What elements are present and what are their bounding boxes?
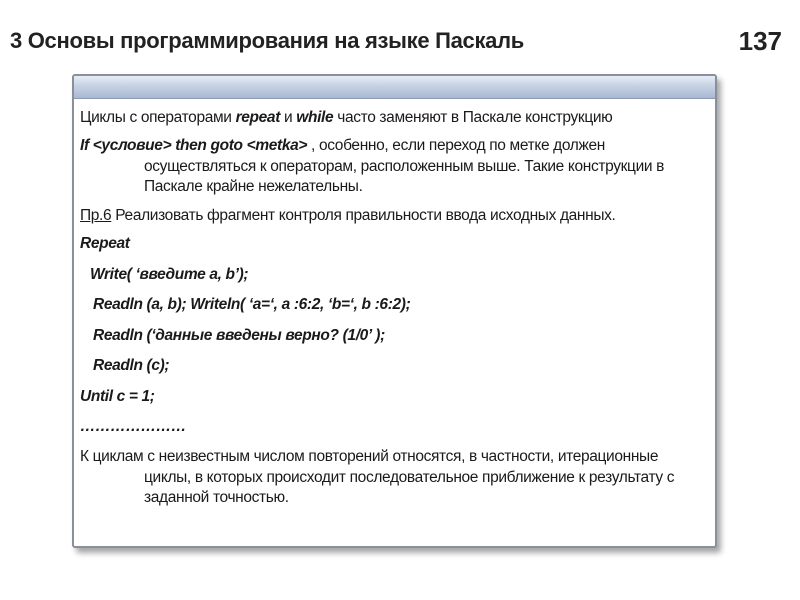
example-label: Пр.6 xyxy=(80,206,112,224)
panel-body xyxy=(80,108,707,517)
code-if-goto: If <условие> then goto <metka> xyxy=(80,137,308,155)
keyword-while: while xyxy=(296,109,334,126)
keyword-repeat: repeat xyxy=(235,109,281,126)
code-line-repeat: Repeat xyxy=(80,235,130,253)
code-line-write: Write( ‘введите a, b’); xyxy=(90,265,249,283)
code-line-ellipsis: ………………… xyxy=(80,417,187,435)
text-fragment: часто заменяют в Паскале конструкцию xyxy=(333,109,613,126)
paragraph-iterative-loops: К циклам с неизвестным числом повторений относятся, в частности, итерационные циклы, в которых происходит последовательное приближение к результату с заданной точностью. xyxy=(80,448,675,507)
content-panel xyxy=(72,74,717,548)
code-line-readln-c: Readln (c); xyxy=(93,357,170,375)
code-line-readln-ab: Readln (a, b); Writeln( ‘a=‘, a :6:2, ‘b=‘, b :6:2); xyxy=(93,296,411,314)
code-line-until: Until c = 1; xyxy=(80,387,155,405)
page-number: 137 xyxy=(738,26,782,56)
text-fragment: , особенно, если переход по метке должен осуществляться к операторам, расположенным выше. Такие конструкции в Паскале крайне нежелательны. xyxy=(144,137,665,196)
text-fragment: и xyxy=(280,109,297,126)
paragraph-goto-construct xyxy=(80,136,707,197)
code-line-readln-confirm: Readln (‘данные введены верно? (1/0’ ); xyxy=(93,326,385,344)
slide-title: 3 Основы программирования на языке Паскаль xyxy=(10,28,525,53)
text-fragment: Реализовать фрагмент контроля правильности ввода исходных данных. xyxy=(111,206,616,224)
text-fragment: Циклы с операторами xyxy=(80,109,236,126)
paragraph-example-6 xyxy=(80,206,707,226)
panel-header-bar xyxy=(74,76,715,99)
paragraph-loops-intro xyxy=(80,108,707,128)
